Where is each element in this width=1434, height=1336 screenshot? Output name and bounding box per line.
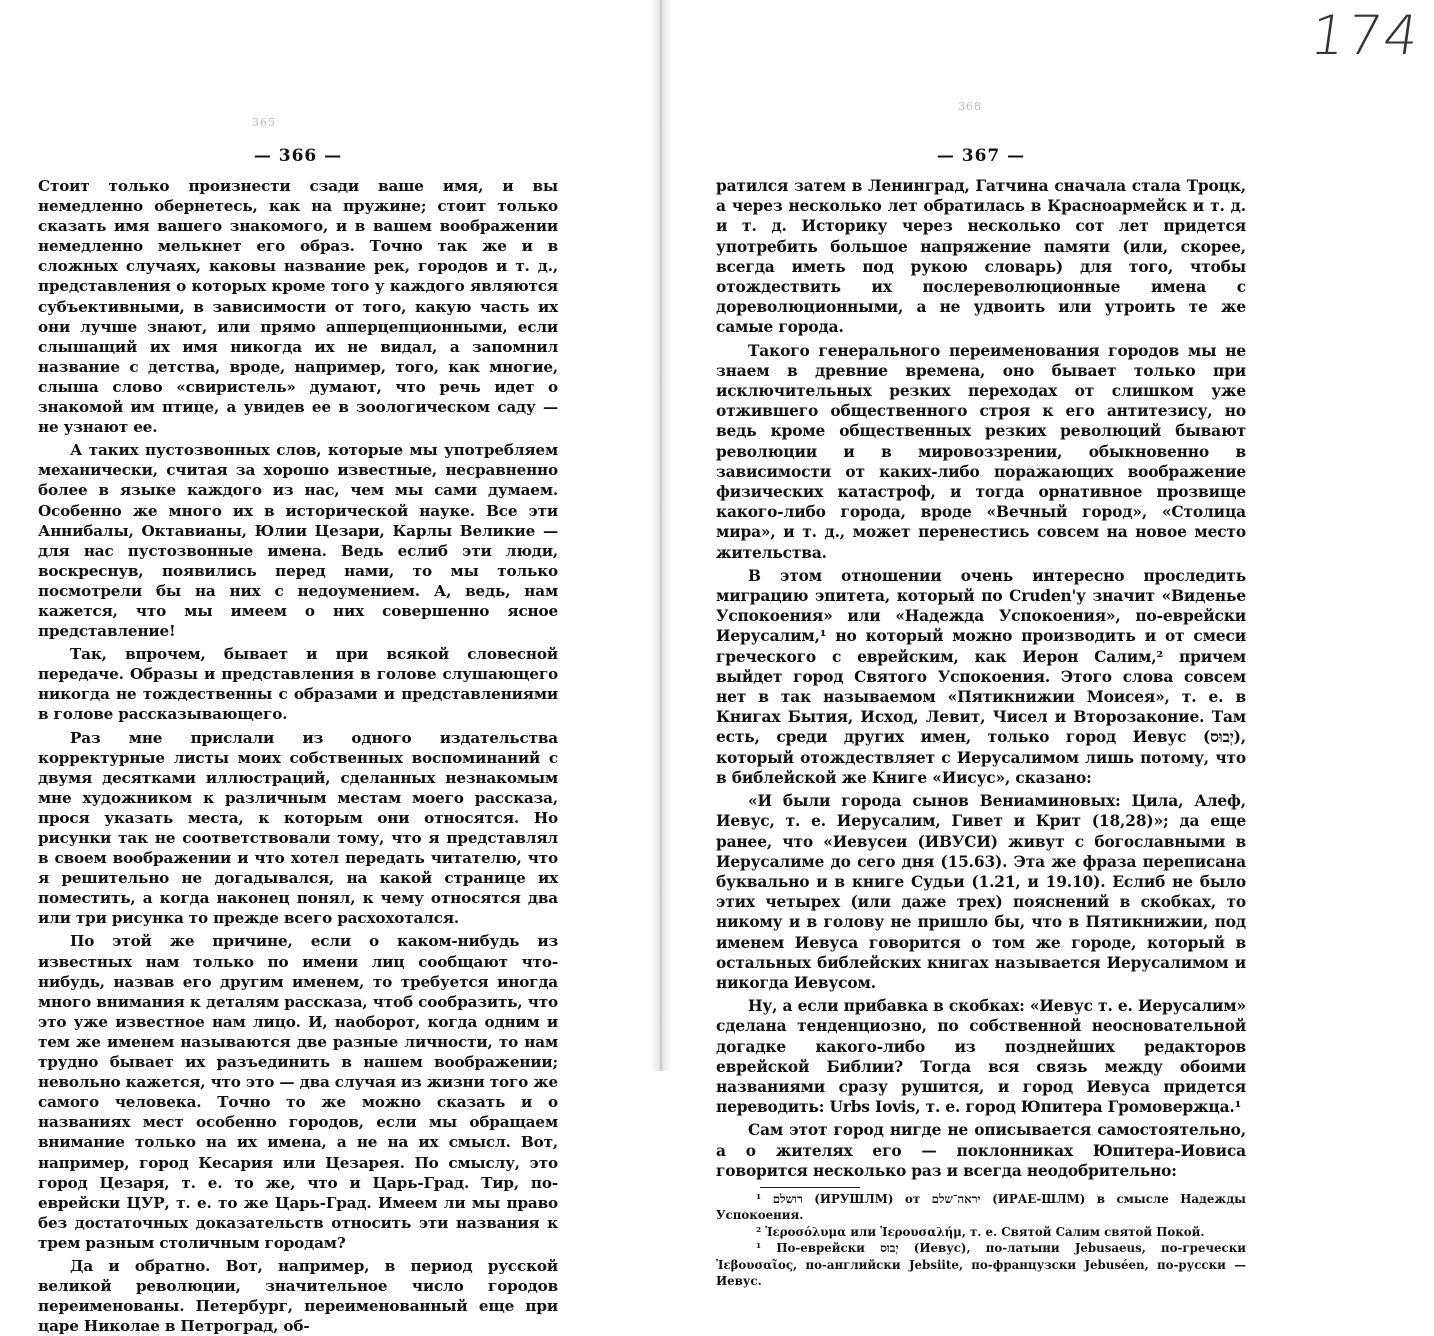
- paragraph: Такого генерального переименования городов мы не знаем в древние времена, оно бывает только при исключительных резких переходах от слишком уже отжившего общественного строя к его антитезису, но ведь кроме общественных резких революций бывают революции и в мировоззрении, обыкновенно в зависимости от каких-либо поражающих воображение физических катастроф, и тогда орнативное прозвище какого-либо города, вроде «Вечный город», «Столица мира», и т. д., может перенестись совсем на новое место жительства.: [716, 341, 1246, 562]
- left-page-number: — 366 —: [253, 146, 343, 166]
- footnote: ¹ רושלם (ИРУШЛМ) от יראה־שלם (ИРАЕ-ШЛМ) в смысле Надежды Успокоения.: [716, 1191, 1247, 1223]
- paragraph: В этом отношении очень интересно проследить миграцию эпитета, который по Cruden'у значит «Виденье Успокоения» или «Надежда Успокоения», по-еврейски Иерусалим,¹ но который можно производить и от смеси греческого с еврейским, как Иерон Салим,² причем выйдет город Святого Успокоения. Этого слова совсем нет в так называемом «Пятикнижии Моисея», т. е. в Книгах Бытия, Исход, Левит, Чисел и Второзаконие. Там есть, среди других имен, только город Иевус (יְבוּס), который отождествляет с Иерусалимом лишь потому, что в библейской же Книге «Иисус», сказано:: [716, 566, 1246, 787]
- paragraph: Раз мне прислали из одного издательства корректурные листы моих собственных воспоминаний с двумя десятками иллюстраций, сделанных незнакомым мне художником к различным местам моего рассказа, прося указать места, к которым они относятся. Но рисунки так не соответствовали тому, что я представлял в своем воображении и что хотел передать читателю, что я решительно не догадывался, на какой странице их поместить, а когда наконец понял, к чему относятся два или три рисунка то прежде всего расхохотался.: [38, 728, 558, 928]
- paragraph: Да и обратно. Вот, например, в период русской великой революции, значительное число городов переименованы. Петербург, переименованный еще при царе Николае в Петроград, об-: [38, 1256, 558, 1336]
- left-page: [38, 146, 558, 1336]
- book-gutter: [650, 0, 672, 1071]
- bleed-through-page-number-left: 365: [252, 116, 276, 129]
- paragraph: Сам этот город нигде не описывается самостоятельно, а о жителях его — поклонниках Юпитера-Иовиса говорится несколько раз и всегда неодобрительно:: [716, 1121, 1246, 1180]
- right-page-body: [716, 176, 1246, 1181]
- handwritten-catalog-mark: 174: [1306, 4, 1425, 67]
- bleed-through-page-number-right: 368: [958, 100, 982, 113]
- paragraph: Ну, а если прибавка в скобках: «Иевус т. е. Иерусалим» сделана тенденциозно, по собственной неосновательной догадке какого-либо из позднейших редакторов еврейской Библии? Тогда вся связь между обоими названиями сразу рушится, и город Иевуса придется переводить: Urbs Iovis, т. е. город Юпитера Громовержца.¹: [716, 997, 1246, 1117]
- footnote: ¹ По-еврейски יְבוּס (Иевус), по-латыни Jebusaeus, по-гречески Ἰεβουσαῖος, по-английски Jebsiite, по-французски Jebuséen, по-русски — Иевус.: [716, 1241, 1246, 1289]
- footnotes: [716, 1191, 1246, 1290]
- paragraph: Так, впрочем, бывает и при всякой словесной передаче. Образы и представления в голове слушающего никогда не тождественны с образами и представлениями в голове рассказывающего.: [38, 645, 558, 724]
- right-page-number: — 367 —: [936, 146, 1026, 166]
- paragraph: Стоит только произнести сзади ваше имя, и вы немедленно обернетесь, как на пружине; стоит только сказать имя вашего знакомого, и в вашем воображении немедленно мелькнет его образ. Точно так же и в сложных случаях, каковы название рек, городов и т. д., представления о которых кроме того у каждого являются субъективными, в зависимости от того, какую часть их они лучше знают, или прямо апперцепционными, если слышащий их имя никогда их не видал, а запомнил название с детства, вроде, например, того, как многие, слыша слово «свиристель» думают, что речь идет о знакомой им птице, а увидев ее в зоологическом саду — не узнают ее.: [38, 177, 558, 437]
- footnote: ² Ἱεροσόλυμα или Ἱερουσαλήμ, т. е. Святой Салим святой Покой.: [756, 1224, 1205, 1239]
- paragraph: ратился затем в Ленинград, Гатчина сначала стала Троцк, а через несколько лет обратилась в Красноармейск и т. д. и т. д. Историку через несколько сот лет придется употребить большое напряжение памяти (или, скорее, всегда иметь под рукою словарь) для того, чтобы отождествить их послереволюционные имена с дореволюционными, а не удвоить или утроить те же самые города.: [716, 177, 1246, 337]
- footnote-rule: [760, 1187, 860, 1188]
- paragraph: «И были города сынов Вениаминовых: Цила, Алеф, Иевус, т. е. Иерусалим, Гивет и Крит (18,28)»; да еще ранее, что «Иевусеи (ИВУСИ) живут с богославными в Иерусалиме до сего дня (15.63). Эта же фраза переписана буквально и в книге Судьи (1.21, и 19.10). Еслиб не было этих четырех (или даже трех) пояснений в скобках, то никому и в голову не пришло бы, что в Пятикнижии, под именем Иевуса говорится о том же городе, который в остальных библейских книгах называется Иерусалимом и никогда Иевусом.: [716, 792, 1246, 992]
- left-page-body: [38, 176, 558, 1336]
- paragraph: По этой же причине, если о каком-нибудь из известных нам только по имени лиц сообщают что-нибудь, назвав его другим именем, то требуется иногда много внимания к деталям рассказа, чтоб сообразить, что это уже известное нам лицо. И, наоборот, когда одним и тем же именем называются две разные личности, то нам трудно бывает их разъединить в нашем воображении; невольно кажется, что это — два случая из жизни того же самого человека. Точно то же можно сказать и о названиях мест особенно городов, если мы обращаем внимание только на их имена, а не на их смысл. Вот, например, город Кесария или Цезарея. По смыслу, это город Цезаря, т. е. то же, что и Царь-Град. Тир, по-еврейски ЦУР, т. е. то же Царь-Град. Имеем ли мы право без достаточных доказательств относить эти названия к трем разным столичным городам?: [38, 932, 558, 1252]
- right-page: [716, 146, 1246, 1290]
- paragraph: А таких пустозвонных слов, которые мы употребляем механически, считая за хорошо известные, несравненно более в языке каждого из нас, чем мы сами думаем. Особенно же много их в исторической науке. Все эти Аннибалы, Октавианы, Юлии Цезари, Карлы Великие — для нас пустозвонные имена. Ведь еслиб эти люди, воскреснув, появились перед нами, то мы только посмотрели бы на них с недоумением. А, ведь, нам кажется, что мы имеем о них совершенно ясное представление!: [38, 441, 558, 641]
